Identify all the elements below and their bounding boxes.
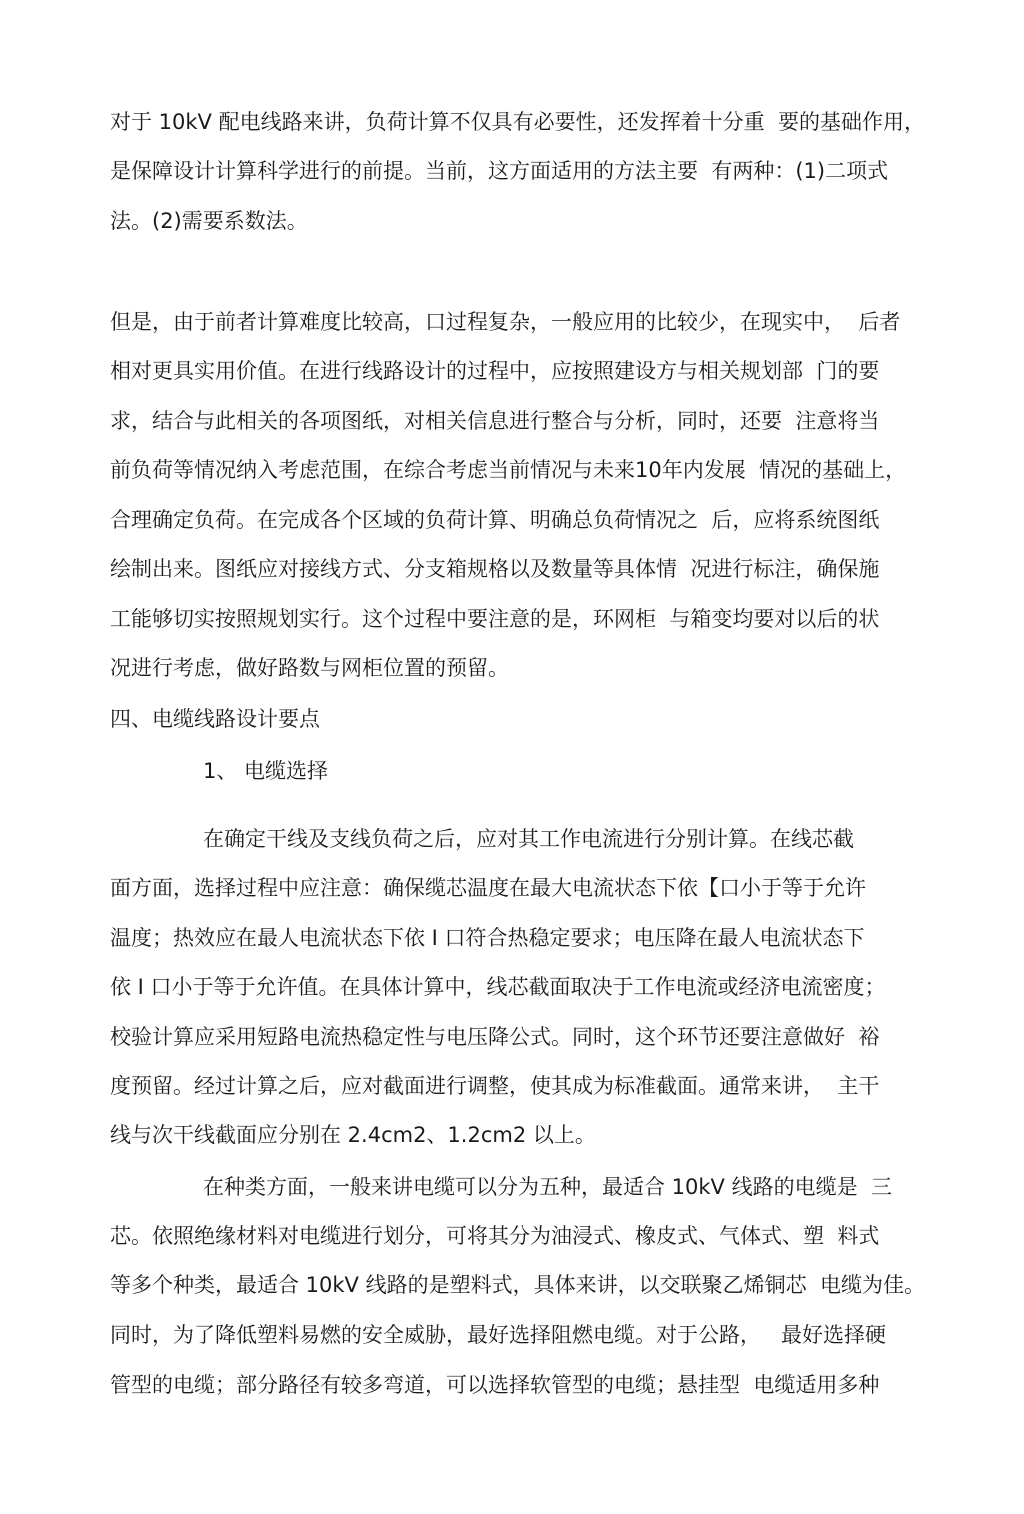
text-line: 况进行考虑，做好路数与网柜位置的预留。 [110,656,509,680]
text-line: 面方面，选择过程中应注意：确保缆芯温度在最大电流状态下依【口小于等于允许 [110,876,866,900]
text-line: 相对更具实用价值。在进行线路设计的过程中，应按照建设方与相关规划部 门的要 [110,359,880,383]
section-heading: 四、电缆线路设计要点 [110,707,320,731]
text-line: 绘制出来。图纸应对接线方式、分支箱规格以及数量等具体情 况进行标注，确保施 [110,557,880,581]
text-line: 在种类方面，一般来讲电缆可以分为五种，最适合 10kV 线路的电缆是 三 [203,1175,892,1199]
text-line: 同时，为了降低塑料易燃的安全威胁，最好选择阻燃电缆。对于公路， 最好选择硬 [110,1323,887,1347]
text-line: 管型的电缆；部分路径有较多弯道，可以选择软管型的电缆；悬挂型 电缆适用多种 [110,1373,880,1397]
text-line: 度预留。经过计算之后，应对截面进行调整，使其成为标准截面。通常来讲， 主干 [110,1074,880,1098]
text-line: 线与次干线截面应分别在 2.4cm2、1.2cm2 以上。 [110,1123,596,1147]
text-line: 等多个种类，最适合 10kV 线路的是塑料式，具体来讲，以交联聚乙烯铜芯 电缆为佳。 [110,1273,925,1297]
text-line: 温度；热效应在最人电流状态下依 I 口符合热稳定要求；电压降在最人电流状态下 [110,926,865,950]
text-line: 校验计算应采用短路电流热稳定性与电压降公式。同时，这个环节还要注意做好 裕 [110,1025,880,1049]
text-line: 工能够切实按照规划实行。这个过程中要注意的是，环网柜 与箱变均要对以后的状 [110,607,880,631]
text-line: 法。(2)需要系数法。 [110,209,308,233]
text-line: 芯。依照绝缘材料对电缆进行划分，可将其分为油浸式、橡皮式、气体式、塑 料式 [110,1224,880,1248]
text-line: 合理确定负荷。在完成各个区域的负荷计算、明确总负荷情况之 后，应将系统图纸 [110,508,880,532]
subsection-heading: 1、 电缆选择 [203,759,329,783]
text-line: 求，结合与此相关的各项图纸，对相关信息进行整合与分析，同时，还要 注意将当 [110,409,880,433]
text-line: 对于 10kV 配电线路来讲，负荷计算不仅具有必要性，还发挥着十分重 要的基础作用， [110,110,925,134]
text-line: 但是，由于前者计算难度比较高，口过程复杂，一般应用的比较少，在现实中， 后者 [110,310,901,334]
text-line: 依 I 口小于等于允许值。在具体计算中，线芯截面取决于工作电流或经济电流密度； [110,975,886,999]
text-line: 前负荷等情况纳入考虑范围，在综合考虑当前情况与未来10年内发展 情况的基础上， [110,458,907,482]
text-line: 是保障设计计算科学进行的前提。当前，这方面适用的方法主要 有两种：(1)二项式 [110,159,889,183]
text-line: 在确定干线及支线负荷之后，应对其工作电流进行分别计算。在线芯截 [203,827,854,851]
